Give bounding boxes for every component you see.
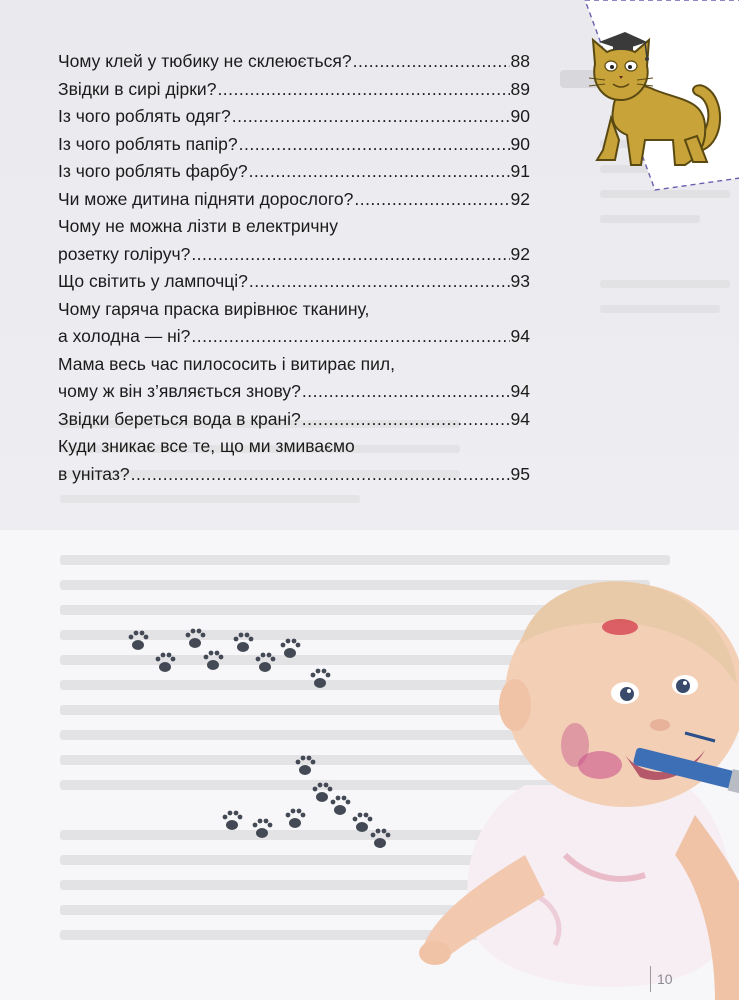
toc-entry-title: Із чого роблять фарбу?: [58, 161, 248, 181]
toc-dot-leader: [232, 103, 510, 131]
toc-page-number: 89: [510, 78, 530, 99]
page-number: 10: [650, 966, 680, 992]
toc-entry-title: Із чого роблять одяг?: [58, 106, 231, 126]
toc-entry-line: [58, 131, 530, 159]
table-of-contents: [58, 48, 530, 488]
toc-entry-line: [58, 461, 530, 489]
toc-page-number: 92: [510, 188, 530, 209]
toc-dot-leader: [191, 323, 509, 351]
toc-entry-line: [58, 378, 530, 406]
toc-entry-title: розетку голіруч?: [58, 243, 191, 264]
toc-dot-leader: [353, 48, 510, 76]
toc-page-number: 90: [510, 133, 530, 154]
toc-page-number: 95: [510, 463, 530, 484]
toc-dot-leader: [239, 131, 510, 159]
toc-entry: [58, 268, 530, 296]
toc-entry-title: в унітаз?: [58, 463, 130, 484]
toc-dot-leader: [249, 268, 510, 296]
toc-entry-title: Що світить у лампочці?: [58, 271, 248, 291]
toc-entry: [58, 351, 530, 406]
toc-entry: [58, 76, 530, 104]
toc-entry: [58, 433, 530, 488]
toc-entry-title: Звідки в сирі дірки?: [58, 78, 217, 99]
toc-page-number: 93: [510, 271, 530, 291]
toc-entry-title: Чи може дитина підняти дорослого?: [58, 188, 354, 209]
toc-entry-title-line: Чому гаряча праска вирівнює тканину,: [58, 298, 370, 319]
toc-dot-leader: [249, 158, 510, 186]
toc-entry-title: а холодна — ні?: [58, 326, 191, 346]
toc-dot-leader: [191, 241, 509, 269]
toc-dot-leader: [131, 461, 510, 489]
toc-page-number: 94: [510, 326, 530, 346]
baby-photo: [415, 555, 739, 1000]
toc-dot-leader: [354, 186, 509, 214]
toc-entry-line: [58, 268, 530, 296]
toc-dot-leader: [217, 76, 509, 104]
toc-page-number: 90: [510, 106, 530, 126]
toc-entry-title-line: Куди зникає все те, що ми змиваємо: [58, 436, 355, 456]
toc-entry-title: Чому клей у тюбику не склеюється?: [58, 51, 352, 71]
toc-page-number: 92: [510, 243, 530, 264]
toc-entry-line: [58, 406, 530, 434]
toc-entry-line: [58, 48, 530, 76]
toc-entry-title-line: Чому не можна лізти в електричну: [58, 216, 338, 236]
toc-entry-line: [58, 241, 530, 269]
toc-entry-title: Звідки береться вода в крані?: [58, 408, 301, 429]
toc-entry: [58, 103, 530, 131]
toc-entry: [58, 158, 530, 186]
toc-entry-line: [58, 158, 530, 186]
toc-entry: [58, 296, 530, 351]
toc-entry-title: чому ж він з’являється знову?: [58, 381, 301, 401]
toc-page-number: 88: [510, 51, 530, 71]
toc-page-number: 91: [510, 161, 530, 181]
toc-entry-line: [58, 103, 530, 131]
toc-entry-line: [58, 76, 530, 104]
toc-entry-title: Із чого роблять папір?: [58, 133, 238, 154]
toc-entry: [58, 131, 530, 159]
toc-entry: [58, 213, 530, 268]
toc-entry: [58, 48, 530, 76]
toc-entry-title-line: Мама весь час пилососить і витирає пил,: [58, 353, 395, 374]
cat-sticker-icon: [575, 0, 739, 195]
toc-entry-line: [58, 323, 530, 351]
toc-page-number: 94: [510, 381, 530, 401]
toc-page-number: 94: [510, 408, 530, 429]
toc-entry: [58, 186, 530, 214]
toc-entry-line: [58, 186, 530, 214]
toc-entry: [58, 406, 530, 434]
toc-dot-leader: [302, 378, 510, 406]
toc-dot-leader: [302, 406, 510, 434]
